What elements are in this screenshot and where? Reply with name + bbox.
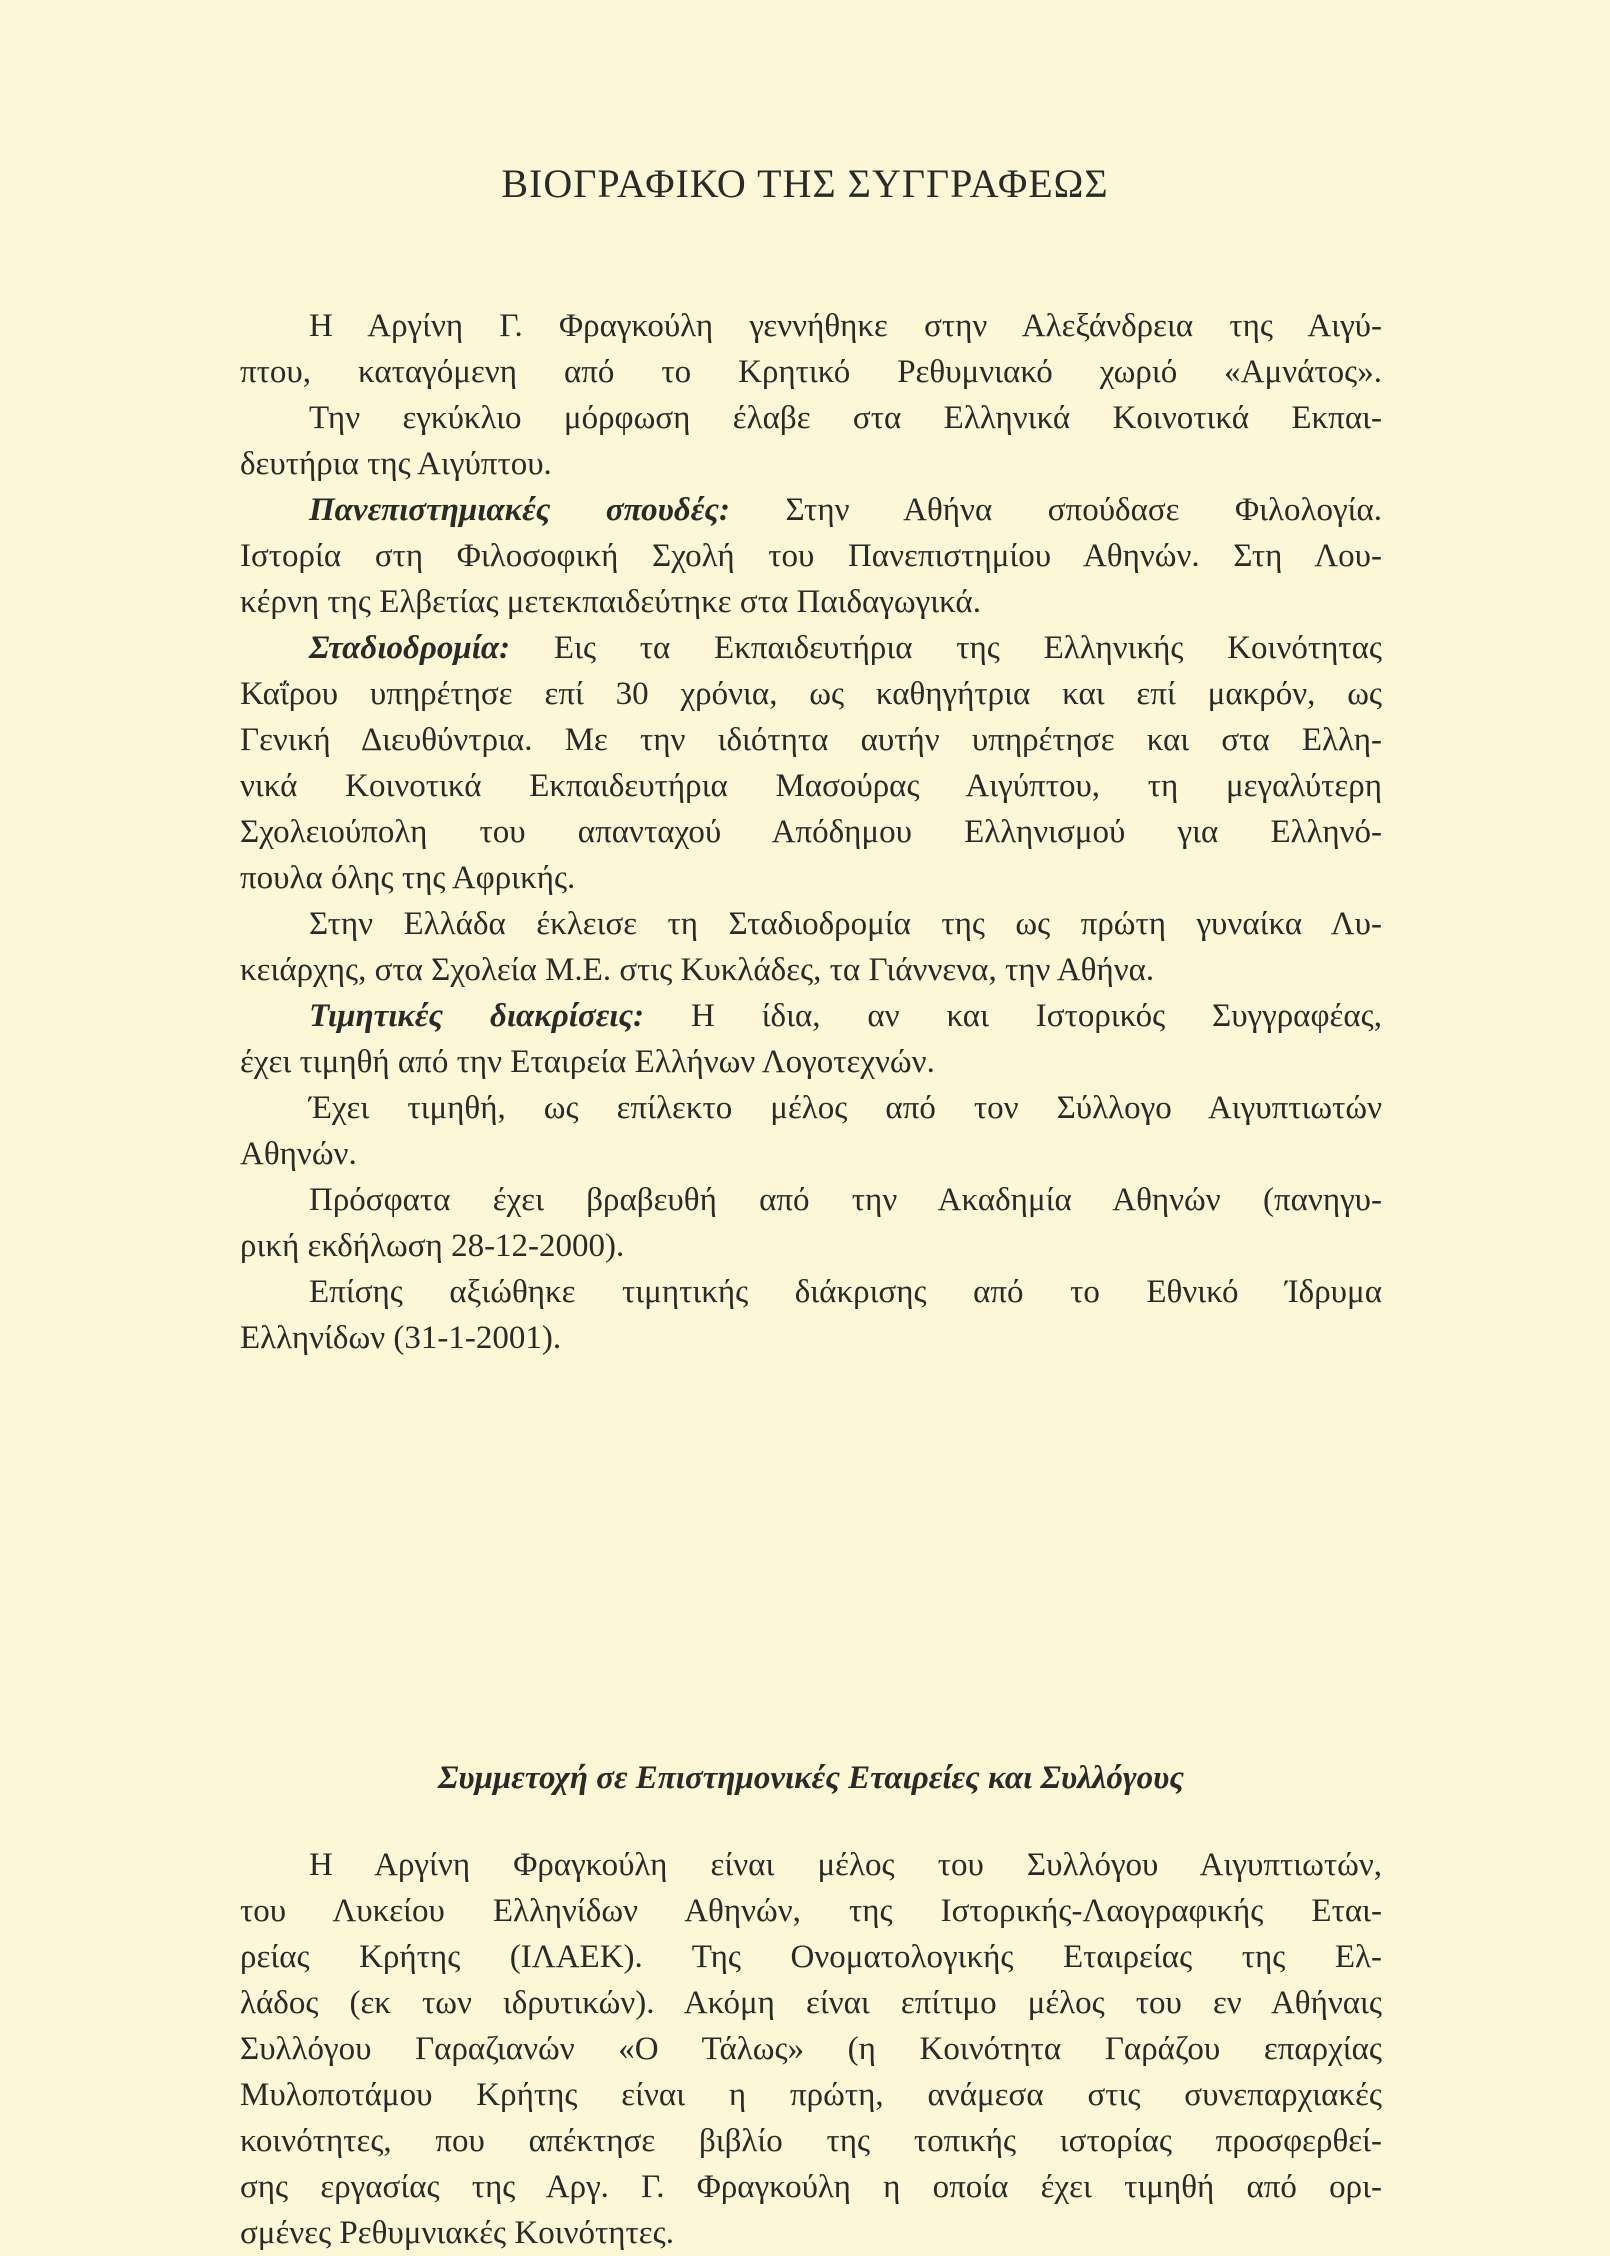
text-line: δευτήρια της Αιγύπτου.: [240, 446, 552, 482]
text-line: Μυλοποτάμου Κρήτης είναι η πρώτη, ανάμεσα στις συνεπαρχιακές: [240, 2077, 1382, 2113]
text-line: Αθηνών.: [240, 1136, 357, 1172]
text-line: ρείας Κρήτης (ΙΛΑΕΚ). Της Ονοματολογικής Εταιρείας της Ελ-: [240, 1939, 1382, 1975]
text-line: Πρόσφατα έχει βραβευθή από την Ακαδημία Αθηνών (πανηγυ-: [309, 1182, 1382, 1218]
text-line: πουλα όλης της Αφρικής.: [240, 860, 576, 896]
text-line: Ιστορία στη Φιλοσοφική Σχολή του Πανεπιστημίου Αθηνών. Στη Λου-: [240, 538, 1382, 574]
text-line: Έχει τιμηθή, ως επίλεκτο μέλος από τον Σύλλογο Αιγυπτιωτών: [309, 1090, 1382, 1126]
text-line: σμένες Ρεθυμνιακές Κοινότητες.: [240, 2215, 674, 2251]
text-line: ρική εκδήλωση 28-12-2000).: [240, 1228, 625, 1264]
studies-label: Πανεπιστημιακές σπουδές:: [309, 492, 730, 528]
text-line: του Λυκείου Ελληνίδων Αθηνών, της Ιστορικής-Λαογραφικής Εται-: [240, 1893, 1382, 1929]
text-line: σης εργασίας της Αργ. Γ. Φραγκούλη η οποία έχει τιμηθή από ορι-: [240, 2169, 1382, 2205]
page-title: ΒΙΟΓΡΑΦΙΚΟ ΤΗΣ ΣΥΓΓΡΑΦΕΩΣ: [501, 161, 1109, 206]
text-line: κοινότητες, που απέκτησε βιβλίο της τοπικής ιστορίας προσφερθεί-: [240, 2123, 1382, 2159]
text-line: πτου, καταγόμενη από το Κρητικό Ρεθυμνιακό χωριό «Αμνάτος».: [240, 354, 1382, 390]
memberships-text: [240, 1842, 1382, 2256]
text-line: Ελληνίδων (31-1-2001).: [240, 1320, 562, 1356]
text-line: νικά Κοινοτικά Εκπαιδευτήρια Μασούρας Αιγύπτου, τη μεγαλύτερη: [240, 768, 1382, 804]
text-line: Σχολειούπολη του απανταχού Απόδημου Ελληνισμού για Ελληνό-: [240, 814, 1382, 850]
text-line: λάδος (εκ των ιδρυτικών). Ακόμη είναι επίτιμο μέλος του εν Αθήναις: [240, 1985, 1382, 2021]
biography-text: [240, 303, 1382, 1361]
text-line: Καΐρου υπηρέτησε επί 30 χρόνια, ως καθηγήτρια και επί μακρόν, ως: [240, 676, 1382, 712]
section-heading: Συμμετοχή σε Επιστημονικές Εταιρείες και Συλλόγους: [438, 1760, 1184, 1796]
text-line: Πανεπιστημιακές σπουδές: Στην Αθήνα σπούδασε Φιλολογία.: [309, 492, 1382, 528]
text-line: Γενική Διευθύντρια. Με την ιδιότητα αυτήν υπηρέτησε και στα Ελλη-: [240, 722, 1382, 758]
honors-label: Τιμητικές διακρίσεις:: [309, 998, 645, 1034]
text-line: Τιμητικές διακρίσεις: Η ίδια, αν και Ιστορικός Συγγραφέας,: [309, 998, 1382, 1034]
text-line: Την εγκύκλιο μόρφωση έλαβε στα Ελληνικά Κοινοτικά Εκπαι-: [309, 400, 1382, 436]
text-line: έχει τιμηθή από την Εταιρεία Ελλήνων Λογοτεχνών.: [240, 1044, 935, 1080]
text-line: Συλλόγου Γαραζιανών «Ο Τάλως» (η Κοινότητα Γαράζου επαρχίας: [240, 2031, 1382, 2067]
text-line: Επίσης αξιώθηκε τιμητικής διάκρισης από το Εθνικό Ίδρυμα: [309, 1274, 1382, 1310]
text-line: Στην Ελλάδα έκλεισε τη Σταδιοδρομία της ως πρώτη γυναίκα Λυ-: [309, 906, 1382, 942]
career-label: Σταδιοδρομία:: [309, 630, 511, 666]
text-line: Η Αργίνη Γ. Φραγκούλη γεννήθηκε στην Αλεξάνδρεια της Αιγύ-: [309, 308, 1382, 344]
text-line: Σταδιοδρομία: Εις τα Εκπαιδευτήρια της Ελληνικής Κοινότητας: [309, 630, 1382, 666]
text-line: Η Αργίνη Φραγκούλη είναι μέλος του Συλλόγου Αιγυπτιωτών,: [309, 1847, 1382, 1883]
text-line: κέρνη της Ελβετίας μετεκπαιδεύτηκε στα Παιδαγωγικά.: [240, 584, 981, 620]
text-line: κειάρχης, στα Σχολεία Μ.Ε. στις Κυκλάδες, τα Γιάννενα, την Αθήνα.: [240, 952, 1155, 988]
